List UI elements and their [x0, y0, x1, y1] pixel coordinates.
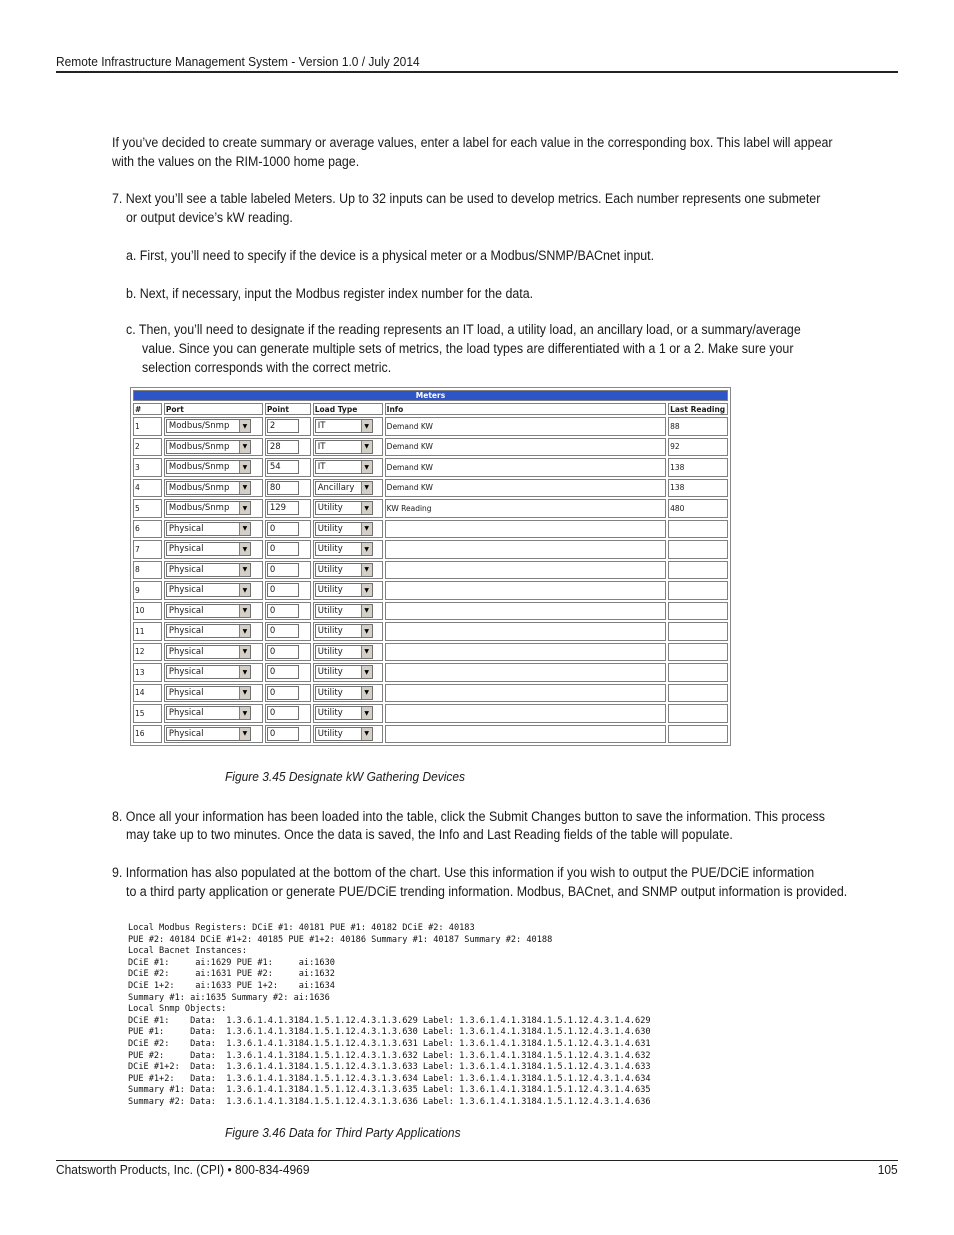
meter-number: 7 — [133, 540, 162, 559]
meter-last-reading — [668, 684, 728, 703]
port-value: Physical — [168, 667, 204, 678]
load-type-value: Utility — [317, 544, 343, 555]
dropdown-arrow-icon: ▼ — [239, 625, 250, 637]
load-type-value: Ancillary — [317, 482, 355, 493]
meters-col-header: Load Type — [313, 403, 383, 415]
point-input[interactable]: 0 — [267, 583, 299, 597]
step8-line2: may take up to two minutes. Once the data is saved, the Info and Last Reading fields of the table will populate. — [126, 827, 733, 842]
meter-info: Demand KW — [385, 458, 666, 477]
meter-number: 4 — [133, 479, 162, 498]
port-value: Modbus/Snmp — [168, 421, 230, 432]
meter-number: 9 — [133, 581, 162, 600]
port-select[interactable] — [166, 563, 251, 577]
step7c-line2: value. Since you can generate multiple sets of metrics, the load types are differentiated with a 1 or a 2. Make sure your — [142, 341, 794, 356]
load-type-value: Utility — [317, 503, 343, 514]
dropdown-arrow-icon: ▼ — [361, 707, 372, 719]
load-type-select[interactable] — [315, 481, 373, 495]
meter-info — [385, 725, 666, 744]
load-type-select[interactable] — [315, 440, 373, 454]
port-select[interactable] — [166, 501, 251, 515]
dropdown-arrow-icon: ▼ — [361, 482, 372, 494]
port-select[interactable] — [166, 624, 251, 638]
dropdown-arrow-icon: ▼ — [239, 687, 250, 699]
meter-number: 10 — [133, 602, 162, 621]
load-type-select[interactable] — [315, 542, 373, 556]
register-line: DCiE #2: Data: 1.3.6.1.4.1.3184.1.5.1.12.4.3.1.3.631 Label: 1.3.6.1.4.1.3184.1.5.1.12.4.3.1.4.631 — [128, 1038, 651, 1049]
load-type-value: Utility — [317, 687, 343, 698]
point-input[interactable]: 0 — [267, 645, 299, 659]
meter-row — [133, 622, 728, 641]
meter-info: Demand KW — [385, 417, 666, 436]
figure-caption-3-45: Figure 3.45 Designate kW Gathering Devices — [225, 769, 465, 784]
meter-number: 16 — [133, 725, 162, 744]
port-value: Modbus/Snmp — [168, 441, 230, 452]
dropdown-arrow-icon: ▼ — [239, 605, 250, 617]
third-party-registers-block — [128, 923, 651, 1109]
meter-number: 12 — [133, 643, 162, 662]
meter-info — [385, 561, 666, 580]
load-type-select[interactable] — [315, 604, 373, 618]
meter-row — [133, 520, 728, 539]
meter-row — [133, 643, 728, 662]
meter-info — [385, 581, 666, 600]
dropdown-arrow-icon: ▼ — [361, 625, 372, 637]
meter-row — [133, 438, 728, 457]
dropdown-arrow-icon: ▼ — [239, 523, 250, 535]
register-line: PUE #1+2: Data: 1.3.6.1.4.1.3184.1.5.1.12.4.3.1.3.634 Label: 1.3.6.1.4.1.3184.1.5.1.12.4.3.1.4.634 — [128, 1073, 651, 1084]
step9-line2: to a third party application or generate PUE/DCiE trending information. Modbus, BACnet, and SNMP output information is provided. — [126, 884, 848, 899]
meter-number: 3 — [133, 458, 162, 477]
meter-info: Demand KW — [385, 438, 666, 457]
meter-number: 2 — [133, 438, 162, 457]
load-type-value: Utility — [317, 564, 343, 575]
dropdown-arrow-icon: ▼ — [239, 502, 250, 514]
load-type-value: IT — [317, 421, 326, 432]
port-value: Physical — [168, 626, 204, 637]
meter-row — [133, 499, 728, 518]
port-select[interactable] — [166, 706, 251, 720]
meter-info — [385, 643, 666, 662]
point-input[interactable]: 0 — [267, 542, 299, 556]
meter-row — [133, 663, 728, 682]
meter-row — [133, 704, 728, 723]
point-input[interactable]: 80 — [267, 481, 299, 495]
port-select[interactable] — [166, 583, 251, 597]
dropdown-arrow-icon: ▼ — [361, 441, 372, 453]
footer-rule — [56, 1160, 898, 1161]
meter-number: 8 — [133, 561, 162, 580]
port-value: Physical — [168, 523, 204, 534]
dropdown-arrow-icon: ▼ — [361, 564, 372, 576]
point-input[interactable]: 28 — [267, 440, 299, 454]
meter-row — [133, 479, 728, 498]
meter-number: 5 — [133, 499, 162, 518]
meter-row — [133, 540, 728, 559]
meter-info — [385, 602, 666, 621]
dropdown-arrow-icon: ▼ — [361, 543, 372, 555]
dropdown-arrow-icon: ▼ — [239, 666, 250, 678]
meter-last-reading — [668, 540, 728, 559]
meter-number: 15 — [133, 704, 162, 723]
load-type-value: Utility — [317, 708, 343, 719]
port-value: Physical — [168, 728, 204, 739]
meter-row — [133, 725, 728, 744]
meter-last-reading — [668, 581, 728, 600]
dropdown-arrow-icon: ▼ — [361, 420, 372, 432]
port-select[interactable] — [166, 542, 251, 556]
load-type-select[interactable] — [315, 419, 373, 433]
meters-col-header: # — [133, 403, 162, 415]
meter-last-reading — [668, 622, 728, 641]
step7c-line3: selection corresponds with the correct metric. — [142, 360, 392, 375]
load-type-value: Utility — [317, 646, 343, 657]
register-line: DCiE #2: ai:1631 PUE #2: ai:1632 — [128, 969, 335, 980]
meters-col-header: Port — [164, 403, 263, 415]
point-input[interactable]: 0 — [267, 522, 299, 536]
register-line: DCiE #1: Data: 1.3.6.1.4.1.3184.1.5.1.12.4.3.1.3.629 Label: 1.3.6.1.4.1.3184.1.5.1.12.4.3.1.4.629 — [128, 1015, 651, 1026]
port-select[interactable] — [166, 665, 251, 679]
register-line: PUE #1: Data: 1.3.6.1.4.1.3184.1.5.1.12.4.3.1.3.630 Label: 1.3.6.1.4.1.3184.1.5.1.12.4.3.1.4.630 — [128, 1027, 651, 1038]
meter-row — [133, 561, 728, 580]
meter-number: 6 — [133, 520, 162, 539]
dropdown-arrow-icon: ▼ — [239, 441, 250, 453]
point-input[interactable]: 54 — [267, 460, 299, 474]
load-type-value: IT — [317, 462, 326, 473]
meter-number: 1 — [133, 417, 162, 436]
dropdown-arrow-icon: ▼ — [361, 584, 372, 596]
meter-last-reading — [668, 561, 728, 580]
dropdown-arrow-icon: ▼ — [239, 564, 250, 576]
load-type-value: Utility — [317, 728, 343, 739]
point-input[interactable]: 0 — [267, 624, 299, 638]
meter-last-reading: 480 — [668, 499, 728, 518]
meter-info — [385, 663, 666, 682]
port-value: Physical — [168, 605, 204, 616]
dropdown-arrow-icon: ▼ — [361, 605, 372, 617]
meter-info — [385, 704, 666, 723]
point-input[interactable]: 0 — [267, 563, 299, 577]
load-type-value: Utility — [317, 585, 343, 596]
port-select[interactable] — [166, 522, 251, 536]
dropdown-arrow-icon: ▼ — [361, 666, 372, 678]
header-rule — [56, 71, 898, 73]
port-value: Physical — [168, 564, 204, 575]
meter-row — [133, 581, 728, 600]
meter-last-reading — [668, 520, 728, 539]
port-value: Physical — [168, 544, 204, 555]
meter-number: 14 — [133, 684, 162, 703]
dropdown-arrow-icon: ▼ — [239, 584, 250, 596]
meter-last-reading: 138 — [668, 479, 728, 498]
meters-title: Meters — [133, 390, 728, 401]
point-input[interactable]: 2 — [267, 419, 299, 433]
port-select[interactable] — [166, 481, 251, 495]
port-select[interactable] — [166, 727, 251, 741]
point-input[interactable]: 129 — [267, 501, 299, 515]
meter-info — [385, 684, 666, 703]
register-line: Summary #1: Data: 1.3.6.1.4.1.3184.1.5.1.12.4.3.1.3.635 Label: 1.3.6.1.4.1.3184.1.5.1.12.4.3.1.4.635 — [128, 1085, 651, 1096]
meter-number: 13 — [133, 663, 162, 682]
meter-row — [133, 458, 728, 477]
step8-line1: 8. Once all your information has been loaded into the table, click the Submit Changes button to save the information. This process — [112, 809, 825, 824]
point-input[interactable]: 0 — [267, 706, 299, 720]
register-line: PUE #2: 40184 DCiE #1+2: 40185 PUE #1+2: 40186 Summary #1: 40187 Summary #2: 40188 — [128, 934, 553, 945]
register-line: PUE #2: Data: 1.3.6.1.4.1.3184.1.5.1.12.4.3.1.3.632 Label: 1.3.6.1.4.1.3184.1.5.1.12.4.3.1.4.632 — [128, 1050, 651, 1061]
register-line: Summary #1: ai:1635 Summary #2: ai:1636 — [128, 992, 330, 1003]
port-value: Modbus/Snmp — [168, 503, 230, 514]
register-line: Local Snmp Objects: — [128, 1004, 227, 1015]
dropdown-arrow-icon: ▼ — [239, 420, 250, 432]
meter-number: 11 — [133, 622, 162, 641]
dropdown-arrow-icon: ▼ — [361, 502, 372, 514]
register-line: Local Bacnet Instances: — [128, 946, 247, 957]
running-header: Remote Infrastructure Management System - Version 1.0 / July 2014 — [56, 54, 420, 69]
load-type-select[interactable] — [315, 583, 373, 597]
dropdown-arrow-icon: ▼ — [361, 523, 372, 535]
meter-last-reading — [668, 704, 728, 723]
step7-line1: 7. Next you’ll see a table labeled Meters. Up to 32 inputs can be used to develop metrics. Each number represents one submeter — [112, 191, 821, 206]
dropdown-arrow-icon: ▼ — [239, 543, 250, 555]
para-summary-line2: with the values on the RIM-1000 home page. — [112, 154, 360, 169]
load-type-select[interactable] — [315, 645, 373, 659]
port-value: Physical — [168, 585, 204, 596]
register-line: DCiE #1: ai:1629 PUE #1: ai:1630 — [128, 957, 335, 968]
step7-line2: or output device’s kW reading. — [126, 210, 293, 225]
load-type-select[interactable] — [315, 460, 373, 474]
meter-last-reading — [668, 725, 728, 744]
meter-row — [133, 684, 728, 703]
load-type-value: Utility — [317, 605, 343, 616]
load-type-value: IT — [317, 441, 326, 452]
load-type-value: Utility — [317, 667, 343, 678]
page-number: 105 — [878, 1162, 898, 1177]
register-line: Summary #2: Data: 1.3.6.1.4.1.3184.1.5.1.12.4.3.1.3.636 Label: 1.3.6.1.4.1.3184.1.5.1.12.4.3.1.4.636 — [128, 1096, 651, 1107]
port-value: Modbus/Snmp — [168, 462, 230, 473]
dropdown-arrow-icon: ▼ — [361, 728, 372, 740]
load-type-select[interactable] — [315, 501, 373, 515]
dropdown-arrow-icon: ▼ — [239, 461, 250, 473]
meter-info: Demand KW — [385, 479, 666, 498]
port-select[interactable] — [166, 440, 251, 454]
meters-col-header: Last Reading — [668, 403, 728, 415]
register-line: DCiE #1+2: Data: 1.3.6.1.4.1.3184.1.5.1.12.4.3.1.3.633 Label: 1.3.6.1.4.1.3184.1.5.1.12.4.3.1.4.633 — [128, 1062, 651, 1073]
port-value: Physical — [168, 708, 204, 719]
meter-last-reading — [668, 663, 728, 682]
meter-last-reading — [668, 602, 728, 621]
port-select[interactable] — [166, 686, 251, 700]
port-select[interactable] — [166, 604, 251, 618]
figure-caption-3-46: Figure 3.46 Data for Third Party Applications — [225, 1125, 461, 1140]
meter-row — [133, 417, 728, 436]
load-type-select[interactable] — [315, 522, 373, 536]
load-type-select[interactable] — [315, 727, 373, 741]
meter-last-reading: 92 — [668, 438, 728, 457]
load-type-select[interactable] — [315, 563, 373, 577]
port-value: Physical — [168, 646, 204, 657]
point-input[interactable]: 0 — [267, 665, 299, 679]
load-type-select[interactable] — [315, 686, 373, 700]
point-input[interactable]: 0 — [267, 727, 299, 741]
dropdown-arrow-icon: ▼ — [239, 728, 250, 740]
load-type-select[interactable] — [315, 665, 373, 679]
dropdown-arrow-icon: ▼ — [361, 461, 372, 473]
step9-line1: 9. Information has also populated at the bottom of the chart. Use this information if you wish to output the PUE/DCiE information — [112, 865, 815, 880]
dropdown-arrow-icon: ▼ — [239, 482, 250, 494]
meter-last-reading: 88 — [668, 417, 728, 436]
port-value: Physical — [168, 687, 204, 698]
meter-last-reading: 138 — [668, 458, 728, 477]
load-type-value: Utility — [317, 523, 343, 534]
port-select[interactable] — [166, 419, 251, 433]
meters-table-screenshot — [130, 387, 731, 746]
dropdown-arrow-icon: ▼ — [361, 687, 372, 699]
meter-info — [385, 520, 666, 539]
meter-info: KW Reading — [385, 499, 666, 518]
dropdown-arrow-icon: ▼ — [239, 707, 250, 719]
step7c-line1: c. Then, you’ll need to designate if the reading represents an IT load, a utility load, an ancillary load, or a summary/average — [126, 322, 801, 337]
footer-company: Chatsworth Products, Inc. (CPI) • 800-834-4969 — [56, 1162, 310, 1177]
meter-info — [385, 540, 666, 559]
point-input[interactable]: 0 — [267, 604, 299, 618]
dropdown-arrow-icon: ▼ — [239, 646, 250, 658]
load-type-value: Utility — [317, 626, 343, 637]
register-line: DCiE 1+2: ai:1633 PUE 1+2: ai:1634 — [128, 980, 335, 991]
step7b: b. Next, if necessary, input the Modbus register index number for the data. — [126, 286, 534, 301]
meter-row — [133, 602, 728, 621]
meter-last-reading — [668, 643, 728, 662]
port-select[interactable] — [166, 460, 251, 474]
load-type-select[interactable] — [315, 624, 373, 638]
meters-col-header: Info — [385, 403, 666, 415]
meter-info — [385, 622, 666, 641]
register-line: Local Modbus Registers: DCiE #1: 40181 PUE #1: 40182 DCiE #2: 40183 — [128, 923, 475, 933]
step7a: a. First, you’ll need to specify if the device is a physical meter or a Modbus/SNMP/BACnet input. — [126, 248, 655, 263]
para-summary-line1: If you’ve decided to create summary or average values, enter a label for each value in the corresponding box. This label will appear — [112, 135, 833, 150]
port-select[interactable] — [166, 645, 251, 659]
port-value: Modbus/Snmp — [168, 482, 230, 493]
dropdown-arrow-icon: ▼ — [361, 646, 372, 658]
point-input[interactable]: 0 — [267, 686, 299, 700]
meters-col-header: Point — [265, 403, 311, 415]
load-type-select[interactable] — [315, 706, 373, 720]
